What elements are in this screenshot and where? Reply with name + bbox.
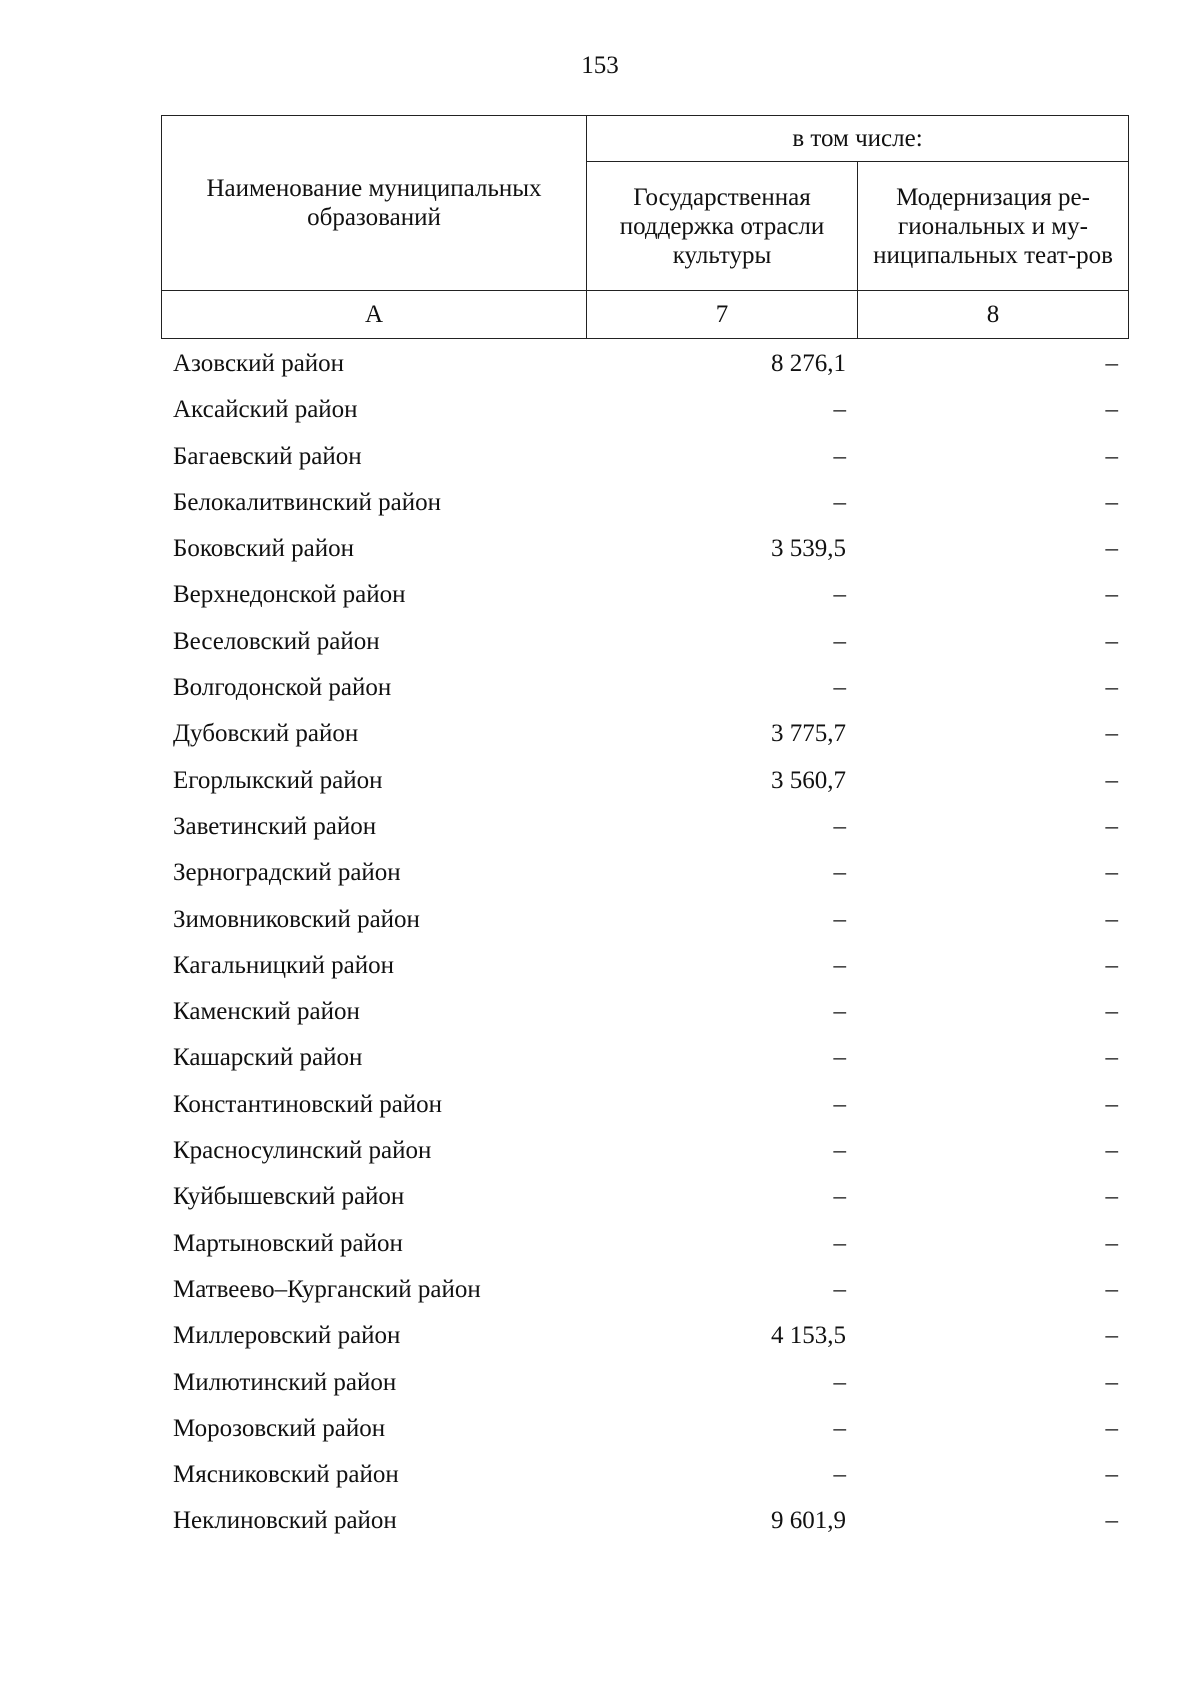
row-name: Мартыновский район (173, 1229, 403, 1257)
row-value-col7: 3 560,7 (771, 766, 846, 794)
row-name: Красносулинский район (173, 1137, 432, 1165)
table-row (161, 665, 1128, 711)
row-name: Куйбышевский район (173, 1183, 405, 1211)
row-value-col8: – (1105, 720, 1118, 748)
header-index-name: А (162, 291, 587, 339)
row-value-col8: – (1105, 766, 1118, 794)
row-name: Милютинский район (173, 1368, 397, 1396)
row-value-col7: – (833, 1137, 846, 1165)
row-value-col8: – (1105, 1507, 1118, 1535)
table-row (161, 341, 1128, 387)
row-value-col8: – (1105, 859, 1118, 887)
row-name: Мясниковский район (173, 1461, 399, 1489)
table-row (161, 572, 1128, 618)
table-row (161, 1035, 1128, 1081)
row-value-col7: – (833, 396, 846, 424)
table-row (161, 850, 1128, 896)
row-value-col7: – (833, 1090, 846, 1118)
table-row (161, 1313, 1128, 1359)
row-name: Неклиновский район (173, 1507, 397, 1535)
row-value-col7: 3 539,5 (771, 535, 846, 563)
row-value-col8: – (1105, 1368, 1118, 1396)
row-value-col7: – (833, 812, 846, 840)
row-name: Зимовниковский район (173, 905, 420, 933)
row-name: Дубовский район (173, 720, 359, 748)
row-value-col8: – (1105, 442, 1118, 470)
row-value-col8: – (1105, 1044, 1118, 1072)
row-value-col7: – (833, 627, 846, 655)
table-row (161, 804, 1128, 850)
table-row (161, 943, 1128, 989)
table-header (161, 115, 1129, 339)
row-value-col8: – (1105, 581, 1118, 609)
row-value-col8: – (1105, 350, 1118, 377)
row-value-col8: – (1105, 1183, 1118, 1211)
row-value-col7: – (833, 1229, 846, 1257)
table-row (161, 1267, 1128, 1313)
table-row (161, 526, 1128, 572)
row-value-col7: – (833, 1044, 846, 1072)
table-row (161, 480, 1128, 526)
row-value-col8: – (1105, 1414, 1118, 1442)
row-value-col7: – (833, 1368, 846, 1396)
table-row (161, 1128, 1128, 1174)
row-value-col8: – (1105, 396, 1118, 424)
table-row (161, 1082, 1128, 1128)
row-value-col8: – (1105, 1090, 1118, 1118)
row-value-col8: – (1105, 905, 1118, 933)
table-row (161, 1406, 1128, 1452)
row-value-col7: 4 153,5 (771, 1322, 846, 1350)
row-value-col8: – (1105, 998, 1118, 1026)
page-number: 153 (581, 52, 619, 79)
row-name: Кашарский район (173, 1044, 363, 1072)
table-row (161, 897, 1128, 943)
header-col7-label: Государственная поддержка отрасли культуры (587, 162, 858, 291)
row-name: Азовский район (173, 350, 345, 377)
row-name: Волгодонской район (173, 674, 392, 702)
row-value-col7: – (833, 674, 846, 702)
row-value-col7: – (833, 581, 846, 609)
row-name: Морозовский район (173, 1414, 386, 1442)
table-row (161, 1498, 1128, 1544)
row-value-col7: – (833, 442, 846, 470)
row-name: Белокалитвинский район (173, 488, 441, 516)
row-value-col7: 3 775,7 (771, 720, 846, 748)
table-body (161, 341, 1128, 1545)
row-value-col7: 9 601,9 (771, 1507, 846, 1535)
row-value-col7: – (833, 1461, 846, 1489)
row-value-col7: – (833, 998, 846, 1026)
row-name: Зерноградский район (173, 859, 401, 887)
table-row (161, 1221, 1128, 1267)
header-col8-label: Модернизация ре-гиональных и му-ниципальных теат-ров (858, 162, 1129, 291)
row-name: Заветинский район (173, 812, 377, 840)
table-row (161, 989, 1128, 1035)
row-name: Миллеровский район (173, 1322, 401, 1350)
row-value-col8: – (1105, 535, 1118, 563)
table-row (161, 1360, 1128, 1406)
row-value-col7: – (833, 859, 846, 887)
row-value-col7: – (833, 1275, 846, 1303)
row-value-col7: – (833, 1414, 846, 1442)
header-name-column: Наименование муниципальных образований (162, 116, 587, 291)
row-name: Боковский район (173, 535, 354, 563)
row-value-col7: – (833, 951, 846, 979)
row-value-col8: – (1105, 674, 1118, 702)
row-value-col7: – (833, 1183, 846, 1211)
table-row (161, 711, 1128, 757)
row-value-col7: – (833, 488, 846, 516)
row-value-col7: – (833, 905, 846, 933)
row-value-col7: 8 276,1 (771, 350, 846, 377)
row-name: Веселовский район (173, 627, 380, 655)
row-value-col8: – (1105, 488, 1118, 516)
row-value-col8: – (1105, 1229, 1118, 1257)
row-name: Константиновский район (173, 1090, 443, 1118)
row-name: Матвеево–Курганский район (173, 1275, 481, 1303)
table-row (161, 387, 1128, 433)
header-group-label: в том числе: (587, 116, 1129, 162)
table-row (161, 1174, 1128, 1220)
table-row (161, 1452, 1128, 1498)
header-index-8: 8 (858, 291, 1129, 339)
row-name: Аксайский район (173, 396, 358, 424)
row-value-col8: – (1105, 812, 1118, 840)
row-name: Верхнедонской район (173, 581, 406, 609)
header-index-7: 7 (587, 291, 858, 339)
row-value-col8: – (1105, 1137, 1118, 1165)
header-group-row (162, 116, 1129, 162)
row-value-col8: – (1105, 951, 1118, 979)
row-value-col8: – (1105, 1461, 1118, 1489)
table-row (161, 758, 1128, 804)
table-row (161, 619, 1128, 665)
row-value-col8: – (1105, 627, 1118, 655)
row-value-col8: – (1105, 1275, 1118, 1303)
row-name: Егорлыкский район (173, 766, 383, 794)
row-name: Кагальницкий район (173, 951, 395, 979)
table-row (161, 434, 1128, 480)
row-name: Багаевский район (173, 442, 362, 470)
header-index-row (162, 291, 1129, 339)
row-name: Каменский район (173, 998, 360, 1026)
row-value-col8: – (1105, 1322, 1118, 1350)
